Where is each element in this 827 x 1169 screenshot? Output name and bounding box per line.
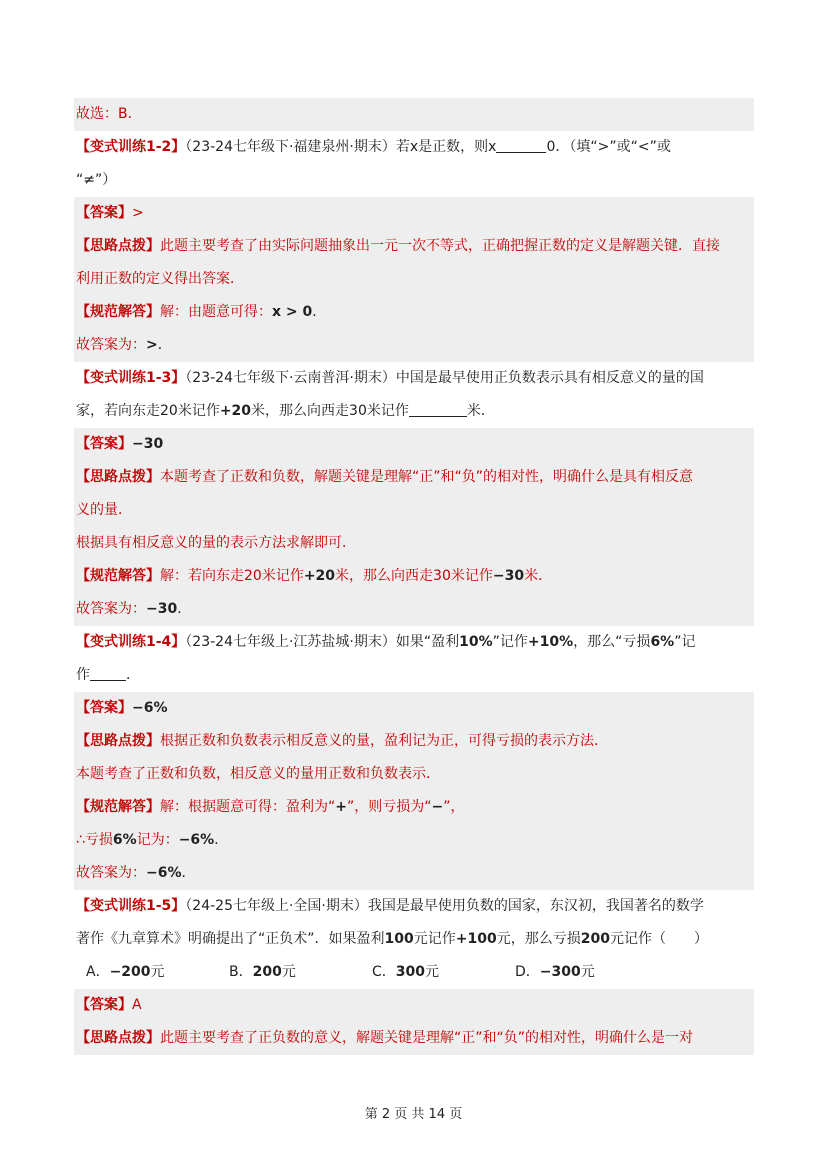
conclusion-line: 故答案为：−6%． bbox=[74, 857, 754, 890]
hint-line: 【思路点拨】此题主要考查了正负数的意义，解题关键是理解“正”和“负”的相对性，明确什么是一对 bbox=[74, 1022, 754, 1055]
conclusion-line: 故答案为：−30． bbox=[74, 593, 754, 626]
hint-line: 利用正数的定义得出答案． bbox=[74, 263, 754, 296]
answer-blank bbox=[409, 400, 467, 417]
answer-line: 【答案】−6% bbox=[74, 692, 754, 725]
hint-line: 根据具有相反意义的量的表示方法求解即可． bbox=[74, 527, 754, 560]
choice-options bbox=[74, 956, 754, 989]
hint-line: 【思路点拨】根据正数和负数表示相反意义的量，盈利记为正，可得亏损的表示方法． bbox=[74, 725, 754, 758]
page-footer: 第 2 页 共 14 页 bbox=[364, 1107, 463, 1122]
hint-line: 本题考查了正数和负数，相反意义的量用正数和负数表示． bbox=[74, 758, 754, 791]
question-text: 著作《九章算术》明确提出了“正负术”．如果盈利100元记作+100元，那么亏损200元记作（ ） bbox=[76, 931, 708, 947]
option-a: A．−200元 bbox=[86, 964, 165, 980]
hint-line: 【思路点拨】此题主要考查了由实际问题抽象出一元一次不等式，正确把握正数的定义是解题关键．直接 bbox=[74, 230, 754, 263]
answer-line: 【答案】−30 bbox=[74, 428, 754, 461]
answer-line: 【答案】> bbox=[74, 197, 754, 230]
option-d: D．−300元 bbox=[515, 964, 595, 980]
option-c: C．300元 bbox=[372, 964, 440, 980]
answer-blank bbox=[496, 136, 546, 153]
question-1-4: 【变式训练1-4】（23-24七年级上·江苏盐城·期末）如果“盈利10%”记作+10%，那么“亏损6%”记 bbox=[76, 634, 696, 650]
solution-line: 【规范解答】解：根据题意可得：盈利为“+”，则亏损为“−”， bbox=[74, 791, 754, 824]
question-text: “≠”） bbox=[76, 172, 117, 188]
solution-line: 【规范解答】解：若向东走20米记作+20米，那么向西走30米记作−30米． bbox=[74, 560, 754, 593]
answer-conclusion: 故选：B． bbox=[74, 98, 754, 131]
question-text: 家，若向东走20米记作+20米，那么向西走30米记作 米． bbox=[74, 395, 754, 428]
hint-line: 【思路点拨】本题考查了正数和负数，解题关键是理解“正”和“负”的相对性，明确什么是具有相反意 bbox=[74, 461, 754, 494]
question-1-5: 【变式训练1-5】（24-25七年级上·全国·期末）我国是最早使用负数的国家，东汉初，我国著名的数学 bbox=[76, 898, 704, 914]
option-b: B．200元 bbox=[229, 964, 296, 980]
answer-line: 【答案】A bbox=[74, 989, 754, 1022]
solution-line: 【规范解答】解：由题意可得：x > 0． bbox=[74, 296, 754, 329]
solution-line: ∴亏损6%记为：−6%． bbox=[74, 824, 754, 857]
answer-blank bbox=[90, 664, 126, 681]
question-1-2: 【变式训练1-2】（23-24七年级下·福建泉州·期末）若x是正数，则x 0．（填“>”或“<”或 bbox=[74, 131, 754, 164]
question-text: 作 ． bbox=[74, 659, 754, 692]
conclusion-line: 故答案为：>． bbox=[74, 329, 754, 362]
document-body bbox=[74, 98, 754, 1055]
question-1-3: 【变式训练1-3】（23-24七年级下·云南普洱·期末）中国是最早使用正负数表示具有相反意义的量的国 bbox=[76, 370, 704, 386]
hint-line: 义的量． bbox=[74, 494, 754, 527]
